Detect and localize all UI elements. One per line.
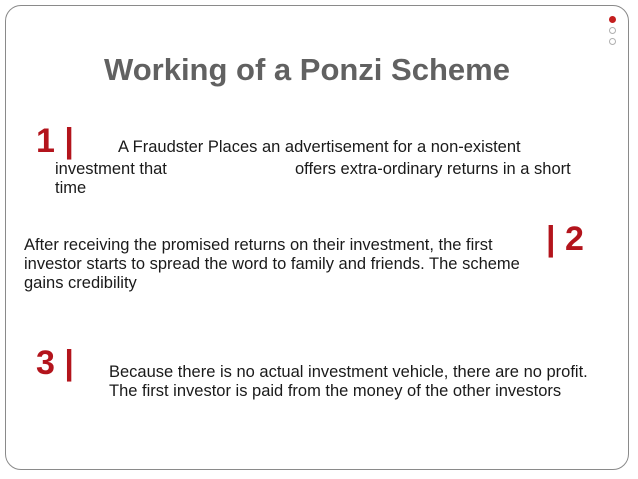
dot-red-icon: [609, 16, 616, 23]
slide-title: Working of a Ponzi Scheme: [104, 52, 510, 87]
step-3-text: Because there is no actual investment vehicle, there are no profit. The first investor is paid from the money of the other investors: [109, 363, 588, 400]
slide-decoration-dots: [609, 16, 616, 45]
dot-outline-icon: [609, 27, 616, 34]
step-1-line-2a: investment that: [55, 160, 167, 178]
step-3-number: 3 |: [36, 344, 74, 382]
step-1-number: 1 |: [36, 122, 74, 160]
dot-outline-icon: [609, 38, 616, 45]
step-1-line-2b: offers extra-ordinary returns in a short: [295, 160, 571, 178]
step-1-line-1: A Fraudster Places an advertisement for a non-existent: [118, 138, 521, 156]
step-1-line-3: time: [55, 179, 87, 197]
step-2-text: After receiving the promised returns on their investment, the first investor starts to spread the word to family and friends. The scheme gains credibility: [24, 236, 520, 292]
step-2-number: | 2: [546, 220, 584, 258]
